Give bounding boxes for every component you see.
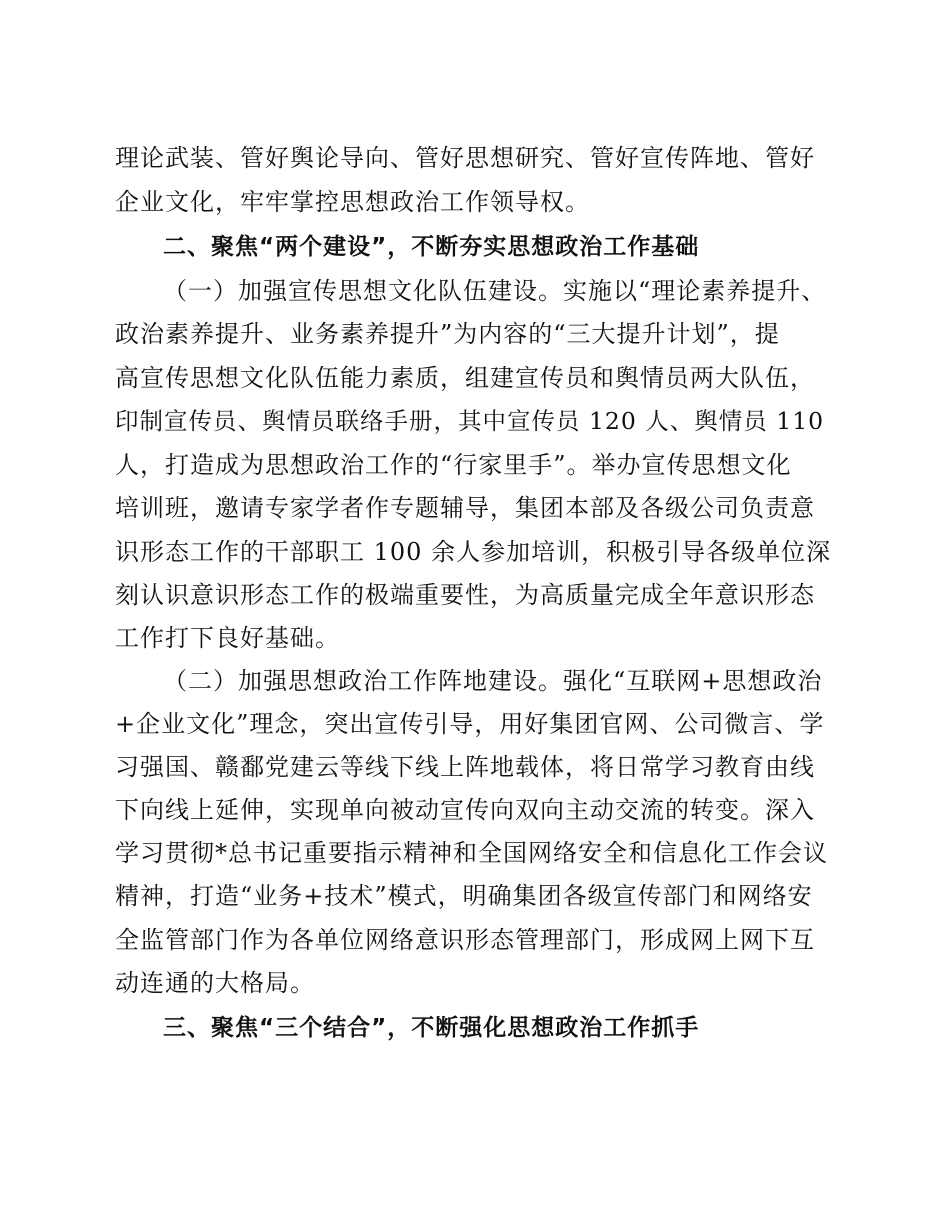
body-text-line: 全监管部门作为各单位网络意识形态管理部门，形成网上网下互 xyxy=(115,926,815,954)
body-text-line: 印制宣传员、舆情员联络手册，其中宣传员 120 人、舆情员 110 xyxy=(115,407,825,435)
body-text-line: 政治素养提升、业务素养提升”为内容的“三大提升计划”，提 xyxy=(115,320,780,348)
body-text-line: 企业文化，牢牢掌控思想政治工作领导权。 xyxy=(115,188,590,216)
section-heading-2: 二、聚焦“两个建设”，不断夯实思想政治工作基础 xyxy=(163,234,700,260)
subsection-heading-2-2: （二）加强思想政治工作阵地建设。强化“互联网+思想政治 xyxy=(163,667,823,695)
body-text-line: 动连通的大格局。 xyxy=(115,969,315,997)
body-text-line: 学习贯彻*总书记重要指示精神和全国网络安全和信息化工作会议 xyxy=(115,839,828,867)
body-text-line: 理论武装、管好舆论导向、管好思想研究、管好宣传阵地、管好 xyxy=(115,144,815,172)
body-text-line: 高宣传思想文化队伍能力素质，组建宣传员和舆情员两大队伍， xyxy=(115,364,815,392)
body-text-line: 工作打下良好基础。 xyxy=(115,624,340,652)
body-text-line: 人，打造成为思想政治工作的“行家里手”。举办宣传思想文化 xyxy=(115,451,792,479)
subsection-heading-2-1: （一）加强宣传思想文化队伍建设。实施以“理论素养提升、 xyxy=(163,277,827,305)
body-text-line: 识形态工作的干部职工 100 余人参加培训，积极引导各级单位深 xyxy=(115,538,832,566)
body-text-line: 习强国、赣鄱党建云等线下线上阵地载体，将日常学习教育由线 xyxy=(115,753,815,781)
section-heading-3: 三、聚焦“三个结合”，不断强化思想政治工作抓手 xyxy=(163,1015,700,1041)
body-text-line: +企业文化”理念，突出宣传引导，用好集团官网、公司微言、学 xyxy=(115,710,825,738)
body-text-line: 下向线上延伸，实现单向被动宣传向双向主动交流的转变。深入 xyxy=(115,796,815,824)
body-text-line: 精神，打造“业务+技术”模式，明确集团各级宣传部门和网络安 xyxy=(115,882,813,910)
body-text-line: 培训班，邀请专家学者作专题辅导，集团本部及各级公司负责意 xyxy=(115,494,815,522)
body-text-line: 刻认识意识形态工作的极端重要性，为高质量完成全年意识形态 xyxy=(115,581,815,609)
